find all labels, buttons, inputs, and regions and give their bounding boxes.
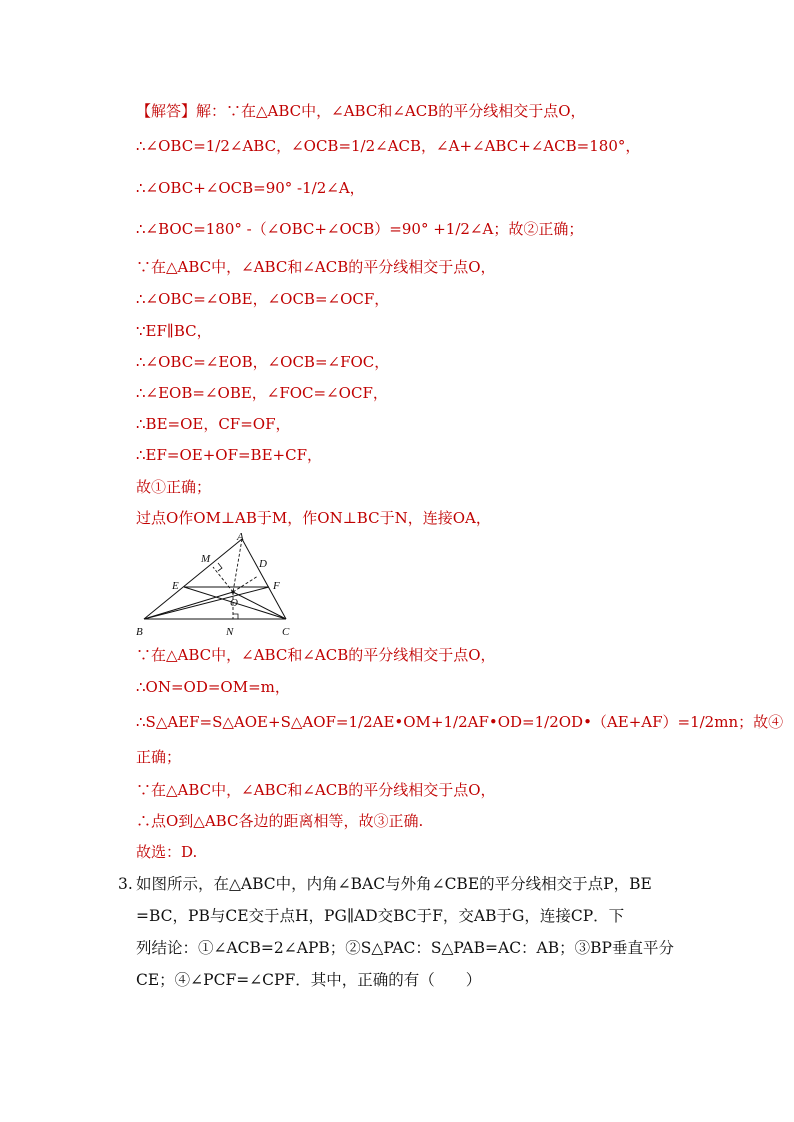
solution-line-7: ∵EF∥BC， bbox=[136, 322, 212, 340]
right-angle-n bbox=[233, 614, 238, 619]
label-f: F bbox=[273, 580, 280, 592]
solution-line-12: 故①正确； bbox=[136, 478, 212, 496]
question-line-2: =BC，PB与CE交于点H，PG∥AD交BC于F，交AB于G，连接CP．下 bbox=[136, 907, 625, 925]
solution-line-18: ∵在△ABC中，∠ABC和∠ACB的平分线相交于点O， bbox=[136, 781, 496, 799]
solution-line-1: 【解答】解：∵在△ABC中，∠ABC和∠ACB的平分线相交于点O， bbox=[136, 102, 586, 120]
solution-line-11: ∴EF=OE+OF=BE+CF， bbox=[136, 446, 322, 464]
label-n: N bbox=[226, 626, 234, 638]
label-b: B bbox=[136, 626, 143, 638]
point-o bbox=[231, 590, 234, 593]
solution-line-6: ∴∠OBC=∠OBE，∠OCB=∠OCF， bbox=[136, 290, 390, 308]
question-line-1: 如图所示，在△ABC中，内角∠BAC与外角∠CBE的平分线相交于点P，BE bbox=[136, 875, 652, 893]
dashed-od bbox=[233, 576, 258, 592]
label-a: A bbox=[237, 531, 244, 543]
solution-line-14: ∵在△ABC中，∠ABC和∠ACB的平分线相交于点O， bbox=[136, 646, 496, 664]
label-m: M bbox=[201, 553, 211, 565]
segment-bf bbox=[144, 587, 269, 619]
solution-line-5: ∵在△ABC中，∠ABC和∠ACB的平分线相交于点O， bbox=[136, 258, 496, 276]
solution-line-2: ∴∠OBC=1/2∠ABC，∠OCB=1/2∠ACB，∠A+∠ABC+∠ACB=180°， bbox=[136, 137, 641, 155]
label-e: E bbox=[172, 580, 179, 592]
label-c: C bbox=[282, 626, 290, 638]
side-ab bbox=[144, 539, 242, 619]
solution-line-19: ∴点O到△ABC各边的距离相等，故③正确. bbox=[136, 812, 424, 830]
solution-line-15: ∴ON=OD=OM=m， bbox=[136, 678, 290, 696]
triangle-figure bbox=[134, 531, 304, 641]
right-angle-m bbox=[218, 563, 222, 571]
label-d: D bbox=[259, 558, 267, 570]
dashed-om bbox=[213, 567, 233, 592]
solution-line-9: ∴∠EOB=∠OBE，∠FOC=∠OCF， bbox=[136, 384, 388, 402]
solution-line-4: ∴∠BOC=180° -（∠OBC+∠OCB）=90° +1/2∠A；故②正确； bbox=[136, 220, 584, 238]
bisector-bo bbox=[144, 592, 233, 619]
solution-line-20: 故选：D. bbox=[136, 843, 198, 861]
solution-line-16: ∴S△AEF=S△AOE+S△AOF=1/2AE•OM+1/2AF•OD=1/2OD•（AE+AF）=1/2mn；故④ bbox=[136, 713, 784, 731]
question-line-4: CE；④∠PCF=∠CPF．其中，正确的有（ ） bbox=[136, 971, 482, 989]
solution-line-17: 正确； bbox=[136, 748, 182, 766]
label-o: O bbox=[230, 597, 238, 609]
solution-line-10: ∴BE=OE，CF=OF， bbox=[136, 415, 291, 433]
question-number: 3. bbox=[118, 875, 133, 893]
solution-line-3: ∴∠OBC+∠OCB=90° -1/2∠A， bbox=[136, 179, 365, 197]
solution-line-13: 过点O作OM⊥AB于M，作ON⊥BC于N，连接OA， bbox=[136, 509, 491, 527]
solution-line-8: ∴∠OBC=∠EOB，∠OCB=∠FOC， bbox=[136, 353, 390, 371]
question-line-3: 列结论：①∠ACB=2∠APB；②S△PAC：S△PAB=AC：AB；③BP垂直平分 bbox=[136, 939, 674, 957]
dashed-oa bbox=[233, 539, 242, 592]
